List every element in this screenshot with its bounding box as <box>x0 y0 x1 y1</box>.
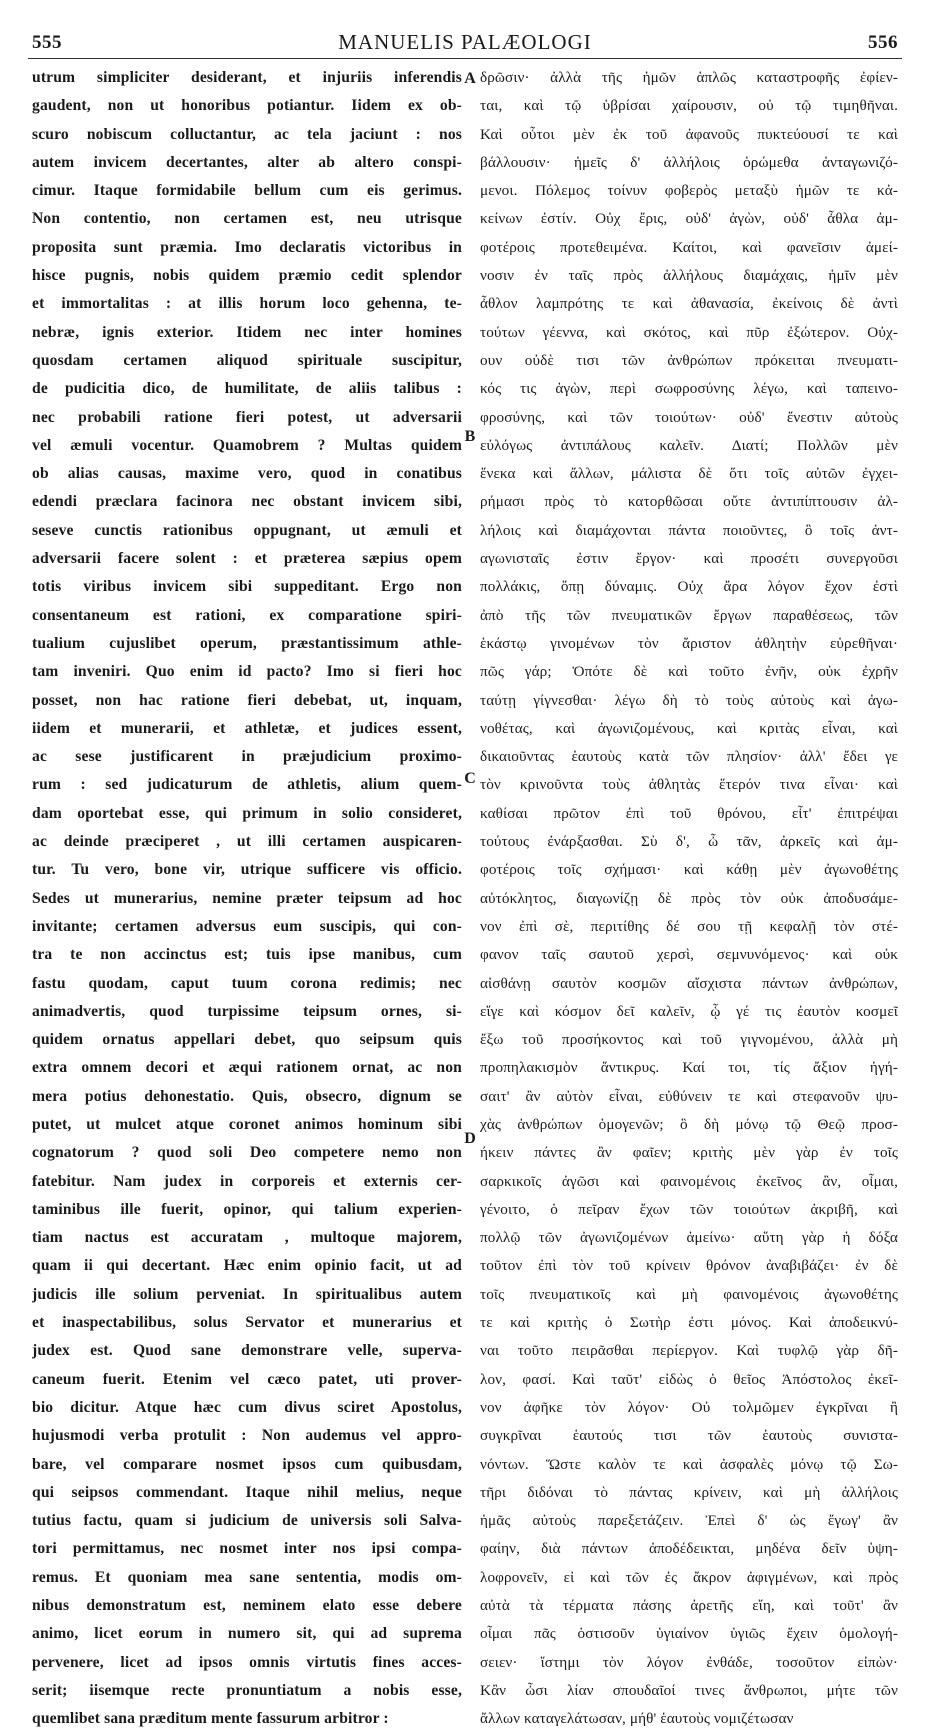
latin-text-line: posset, non hac ratione fieri debebat, ut, inquam, <box>32 691 462 709</box>
latin-text-line: cimur. Itaque formidabile bellum cum eis gerimus. <box>32 182 462 200</box>
latin-text-line: proposita sunt præmia. Imo declaratis victoribus in <box>32 238 462 256</box>
greek-text-line: τούτων γέεννα, καὶ σκότος, καὶ πῦρ ἐξώτερον. Οὐχ- <box>480 323 898 341</box>
latin-text-line: tualium cujuslibet operum, præstantissimum athle- <box>32 634 462 652</box>
latin-text-line: ac deinde præciperet , ut illi certamen auspicaren- <box>32 833 462 851</box>
latin-text-line: autem invicem decertantes, alter ab altero conspi- <box>32 153 462 171</box>
latin-text-line: tur. Tu vero, bone vir, utrique sufficere vis officio. <box>32 861 462 879</box>
latin-text-line: tra te non accinctus est; tuis ipse manibus, cum <box>32 946 462 964</box>
greek-text-line: ήκειν πάντες ἂν φαῖεν; κριτὴς μὲν γὰρ ἐν τοῖς <box>480 1144 898 1162</box>
latin-text-line: extra omnem decori et æqui rationem ornat, ac non <box>32 1059 462 1077</box>
latin-text-line: judex est. Quod sane demonstrare velle, superva- <box>32 1342 462 1360</box>
running-title: MANUELIS PALÆOLOGI <box>338 30 592 54</box>
latin-text-line: et immortalitas : at illis horum loco gehenna, te- <box>32 295 462 313</box>
greek-text-line: ἆθλον λαμπρότης τε καὶ ἀθανασία, ἐκείνοις δὲ ἀντὶ <box>480 295 898 313</box>
greek-text-line: αὐτὰ τὰ τέρματα πάσης ἀρετῆς εἴη, καὶ τοῦτ' ἂν <box>480 1597 898 1615</box>
greek-text-line: σαρκικοῖς ἀγῶσι καὶ φαινομένοις ἐκεῖνος ἂν, οἶμαι, <box>480 1172 898 1190</box>
latin-text-line: tutius factu, quam si judicium de universis soli Salva- <box>32 1512 462 1530</box>
greek-text-line: τὸν κρινοῦντα τοὺς ἀθλητὰς ἕτερόν τινα εἶναι· καὶ <box>480 776 898 794</box>
latin-text-line: taminibus ille fuerit, opinor, qui talium experien- <box>32 1200 462 1218</box>
greek-text-line: κός τις ἀγὼν, περὶ σωφροσύνης λέγω, καὶ ταπεινο- <box>480 380 898 398</box>
latin-text-line: rum : sed judicaturum de athletis, alium quem- <box>32 776 462 794</box>
greek-text-line: συγκρῖναι ἑαυτούς τισι τῶν ἑαυτοὺς συνιστα- <box>480 1427 898 1445</box>
greek-text-line: φροσύνης, καὶ τῶν τοιούτων· οὐδ' ἔνεστιν αὐτοὺς <box>480 408 898 426</box>
greek-text-line: εὐλόγως ἀντιπάλους καλεῖν. Διατί; Πολλῶν μὲν <box>480 436 898 454</box>
latin-text-line: adversarii facere solent : et præterea sæpius opem <box>32 550 462 568</box>
greek-text-line: λήλοις καὶ διαμάχονται πάντα ποιοῦντες, ὃ τοῖς ἀντ- <box>480 521 898 539</box>
latin-text-line: nibus demonstratum est, neminem elato esse debere <box>32 1597 462 1615</box>
latin-text-line: quosdam certamen aliquod spirituale suscipitur, <box>32 351 462 369</box>
greek-text-line: λον, φασί. Καὶ ταῦτ' εἰδὼς ὁ θεῖος Ἀπόστολος ἐκεῖ- <box>480 1370 898 1388</box>
greek-text-line: φαίην, διὰ πάντων ἀποδέδεικται, μηδένα δεῖν ὑψη- <box>480 1540 898 1558</box>
greek-text-line: φοτέροις τοῖς σχήμασι· καὶ κάθῃ μὲν ἀγωνοθέτης <box>480 861 898 879</box>
greek-text-line: μενοι. Πόλεμος τοίνυν φοβερὸς μεταξὺ ἡμῶν τε κἀ- <box>480 182 898 200</box>
latin-text-line: edendi præclara facinora nec obstant invicem sibi, <box>32 493 462 511</box>
greek-text-line: ται, καὶ τῷ ὑβρίσαι χαίρουσιν, οὐ τῷ τιμηθῆναι. <box>480 97 898 115</box>
latin-text-line: vel æmuli vocentur. Quamobrem ? Multas quidem <box>32 436 462 454</box>
greek-text-line: ναι τοῦτο πειρᾶσθαι περίεργον. Καὶ τυφλῷ γὰρ δῆ- <box>480 1342 898 1360</box>
latin-text-line: ob alias causas, maxime vero, quod in conatibus <box>32 465 462 483</box>
latin-text-line: judicis ille solium perveniat. In spiritualibus autem <box>32 1285 462 1303</box>
greek-text-line: τοῦτον ἐπὶ τὸν τοῦ κρίνειν θρόνον ἀναβιβάζει· ἐν δὲ <box>480 1257 898 1275</box>
greek-text-line: γένοιτο, ὁ πεῖραν ἔχων τῶν τοιούτων ἀκριβῆ, καὶ <box>480 1200 898 1218</box>
margin-marker-b: B <box>464 428 476 445</box>
latin-text-line: ac sese justificarent in præjudicium proximo- <box>32 748 462 766</box>
latin-text-line: fastu quodam, caput tuum corona redimis; nec <box>32 974 462 992</box>
latin-text-line: animadvertis, quod turpissime teipsum ornes, si- <box>32 1002 462 1020</box>
latin-text-line: consentaneum est rationi, ex comparatione spiri- <box>32 606 462 624</box>
greek-text-line: αγωνισταῖς ἐστιν ἔργον· καὶ προσέτι συνεργοῦσι <box>480 550 898 568</box>
latin-text-line: hisce pugnis, nobis quidem præmio cedit splendor <box>32 267 462 285</box>
latin-text-line: Sedes ut munerarius, nemine præter teipsum ad hoc <box>32 889 462 907</box>
latin-text-line: mera potius dehonestatio. Quis, obsecro, dignum se <box>32 1087 462 1105</box>
greek-text-line: ἔξω τοῦ προσήκοντος καὶ τοῦ γιγνομένου, ἀλλὰ μὴ <box>480 1031 898 1049</box>
greek-text-line: ουν οὐδὲ τισι τῶν ἀνθρώπων πρόκειται πνευματι- <box>480 351 898 369</box>
greek-text-line: καθίσαι πρῶτον ἐπὶ τοῦ θρόνου, εἶτ' ἐπιτρέψαι <box>480 804 898 822</box>
greek-text-line: Κἂν ὦσι λίαν σπουδαῖοί τινες ἄνθρωποι, μήτε τῶν <box>480 1681 898 1699</box>
greek-text-line: αἰσθάνῃ σαυτὸν κοσμῶν αἴσχιστα πάντων ἀνθρώπων, <box>480 974 898 992</box>
latin-text-line: Non contentio, non certamen est, neu utrisque <box>32 210 462 228</box>
latin-text-line: tam inveniri. Quo enim id pacto? Imo si fieri hoc <box>32 663 462 681</box>
greek-text-line: σαιτ' ἂν αὐτὸν εἶναι, εὐθύνειν τε καὶ στεφανοῦν ψυ- <box>480 1087 898 1105</box>
greek-text-line: νον ἀφῆκε τὸν λόγον· Οὐ τολμῶμεν ἐγκρῖναι ἢ <box>480 1398 898 1416</box>
greek-text-line: φοτέροις προτεθειμένα. Καίτοι, καὶ φανεῖσιν ἀμεί- <box>480 238 898 256</box>
greek-text-line: τε καὶ κριτὴς ὁ Σωτὴρ ἐστι μόνος. Καὶ ἀποδεικνύ- <box>480 1314 898 1332</box>
greek-text-line: ἑκάστῳ γινομένων τὸν ἄριστον ἀθλητὴν εὑρεθῆναι· <box>480 634 898 652</box>
greek-text-line: νοσιν ἐν ταῖς πρὸς ἀλλήλους διαμάχαις, ἡμῖν μὲν <box>480 267 898 285</box>
latin-text-line: quidem ornatus appellari debet, quo seipsum quis <box>32 1031 462 1049</box>
greek-text-line: τῆρι διδόναι τὸ πάντας κρίνειν, καὶ μὴ ἀλλήλοις <box>480 1483 898 1501</box>
latin-text-line: pervenere, licet ad ipsos omnis virtutis fines acces- <box>32 1653 462 1671</box>
latin-text-line: totis viribus invicem sibi suppeditant. Ergo non <box>32 578 462 596</box>
latin-text-line: qui seipsos commendant. Itaque nihil melius, neque <box>32 1483 462 1501</box>
left-page-number: 555 <box>32 32 62 53</box>
running-header <box>28 28 902 59</box>
greek-text-line: χὰς ἀνθρώπων ὁμογενῶν; ὃ δὴ μόνῳ τῷ Θεῷ προσ- <box>480 1115 898 1133</box>
margin-marker-a: A <box>464 70 476 87</box>
right-page-number: 556 <box>868 32 898 53</box>
latin-text-line: cognatorum ? quod soli Deo competere nemo non <box>32 1144 462 1162</box>
greek-text-line: ἀπὸ τῆς τῶν πνευματικῶν ἔργων παραθέσεως, τῶν <box>480 606 898 624</box>
latin-text-line: utrum simpliciter desiderant, et injuriis inferendis <box>32 69 462 86</box>
greek-text-line: λοφρονεῖν, εἰ καὶ τῶν ἐς ἄκρον ἀφιγμένων, καὶ πρὸς <box>480 1568 898 1586</box>
greek-text-line: ἡμᾶς αὐτοὺς παρεξετάζειν. Ἐπεὶ δ' ὡς ἔγωγ' ἂν <box>480 1512 898 1530</box>
greek-text-line: κείνων ἐστίν. Οὐχ ἔρις, οὐδ' ἀγὼν, οὐδ' ἆθλα ἀμ- <box>480 210 898 228</box>
latin-text-line: iidem et munerarii, et athletæ, et judices essent, <box>32 719 462 737</box>
latin-text-line: seseve cunctis rationibus oppugnant, ut æmuli et <box>32 521 462 539</box>
latin-text-line: gaudent, non ut honoribus potiantur. Iidem ex ob- <box>32 97 462 115</box>
margin-marker-c: C <box>464 770 476 787</box>
greek-text-line: δικαιοῦντας ἑαυτοὺς κατὰ τῶν πλησίον· ἀλλ' ἔδει γε <box>480 748 898 766</box>
greek-text-line: δρῶσιν· ἀλλὰ τῆς ἡμῶν ἁπλῶς καταστροφῆς ἐφίεν- <box>480 69 898 86</box>
greek-text-line: πῶς γάρ; Ὁπότε δὲ καὶ τοῦτο ἐνῆν, οὐκ ἐχρῆν <box>480 663 898 681</box>
latin-text-line: et inaspectabilibus, solus Servator et munerarius et <box>32 1314 462 1332</box>
greek-text-line: νον ἐπὶ σὲ, περιτίθης δέ σου τῇ κεφαλῇ τὸν στέ- <box>480 917 898 935</box>
latin-text-line: fatebitur. Nam judex in corporeis et externis cer- <box>32 1172 462 1190</box>
latin-text-line: quam ii qui decertant. Hæc enim opinio facit, ut ad <box>32 1257 462 1275</box>
latin-text-line: nebræ, ignis exterior. Itidem nec inter homines <box>32 323 462 341</box>
latin-text-line: serit; iisemque recte pronuntiatum a nobis esse, <box>32 1681 462 1699</box>
greek-text-line: εἴγε καὶ κόσμον δεῖ καλεῖν, ᾧ γέ τις ἑαυτὸν κοσμεῖ <box>480 1002 898 1020</box>
latin-text-line: animo, licet eorum in numero sit, qui ad suprema <box>32 1625 462 1643</box>
greek-text-line: φανον ταῖς σαυτοῦ χερσὶ, σεμνυνόμενος· καὶ οὐκ <box>480 946 898 964</box>
latin-text-line: de pudicitia dico, de humilitate, de aliis talibus : <box>32 380 462 398</box>
greek-text-line: νόντων. Ὥστε καλὸν τε καὶ ἀσφαλὲς μόνῳ τῷ Σω- <box>480 1455 898 1473</box>
greek-column <box>480 64 898 1734</box>
latin-text-line: scuro nobiscum colluctantur, ac tela jaciunt : nos <box>32 125 462 143</box>
latin-text-line: caneum fuerit. Etenim vel cæco patet, uti prover- <box>32 1370 462 1388</box>
greek-text-line: βάλλουσιν· ἡμεῖς δ' ἀλλήλοις ὁρώμεθα ἀνταγωνιζό- <box>480 153 898 171</box>
greek-text-line: ἕνεκα καὶ ἄλλων, μάλιστα δὲ ὅτι τοῖς αὐτῶν ἐγχει- <box>480 465 898 483</box>
greek-text-line: αὐτόκλητος, διαγωνίζῃ δὲ πρὸς τὸν οὐκ ἀποδυσάμε- <box>480 889 898 907</box>
margin-marker-d: D <box>464 1130 476 1147</box>
greek-text-line: πολλάκις, ὅπῃ δύναμις. Οὐχ ἄρα λόγον ἔχον ἐστὶ <box>480 578 898 596</box>
greek-text-line: ἄλλων καταγελάτωσαν, μήθ' ἑαυτοὺς νομιζέτωσαν <box>480 1710 794 1728</box>
latin-text-line: remus. Et quoniam mea sane sententia, modis om- <box>32 1568 462 1586</box>
latin-text-line: quemlibet sana præditum mente fassurum arbitror : <box>32 1710 389 1728</box>
greek-text-line: πολλῷ τῶν ἀγωνιζομένων ἀμείνω· αὕτη γὰρ ἡ δόξα <box>480 1229 898 1247</box>
latin-column <box>32 64 462 1734</box>
latin-text-line: bio dicitur. Atque hæc cum divus sciret Apostolus, <box>32 1398 462 1416</box>
latin-text-line: hujusmodi verba protulit : Non audemus vel appro- <box>32 1427 462 1445</box>
latin-text-line: putet, ut mulcet atque coronet animos hominum sibi <box>32 1115 462 1133</box>
greek-text-line: τούτους ἐνάρξασθαι. Σὺ δ', ὦ τᾶν, ἀρκεῖς καὶ ἀμ- <box>480 833 898 851</box>
greek-text-line: ταύτῃ γίγνεσθαι· λέγω δὴ τὸ τοὺς αὐτοὺς καὶ ἀγω- <box>480 691 898 709</box>
greek-text-line: σειεν· ἵστημι τὸν λόγον ἐνθάδε, τοσοῦτον εἰπὼν· <box>480 1653 898 1671</box>
latin-text-line: dam oportebat esse, qui primum in solio consideret, <box>32 804 462 822</box>
latin-text-line: bare, vel comparare nosmet ipsos cum quibusdam, <box>32 1455 462 1473</box>
greek-text-line: νοθέτας, καὶ ἀγωνιζομένους, καὶ κριτὰς εἶναι, καὶ <box>480 719 898 737</box>
greek-text-line: προπηλακισμὸν ἄντικρυς. Καί τοι, τίς ἄξιον ἡγή- <box>480 1059 898 1077</box>
latin-text-line: tiam nactus est accuratam , multoque majorem, <box>32 1229 462 1247</box>
greek-text-line: Καὶ οὗτοι μὲν ἐκ τοῦ ἀφανοῦς πυκτεύουσί τε καὶ <box>480 125 898 143</box>
latin-text-line: tori permittamus, nec nosmet inter nos ipsi compa- <box>32 1540 462 1558</box>
latin-text-line: invitante; certamen adversus eum suscipis, qui con- <box>32 917 462 935</box>
greek-text-line: τοῖς πνευματικοῖς καὶ μὴ φαινομένοις ἀγωνοθέτης <box>480 1285 898 1303</box>
greek-text-line: οἶμαι πᾶς ὁστισοῦν ὑγιαίνον ὑγιῶς ἔχειν ὁμολογή- <box>480 1625 898 1643</box>
latin-text-line: nec probabili ratione fieri potest, ut adversarii <box>32 408 462 426</box>
greek-text-line: ρήμασι πρὸς τὸ κατορθῶσαι οὔτε ἀντιπίπτουσιν ἀλ- <box>480 493 898 511</box>
